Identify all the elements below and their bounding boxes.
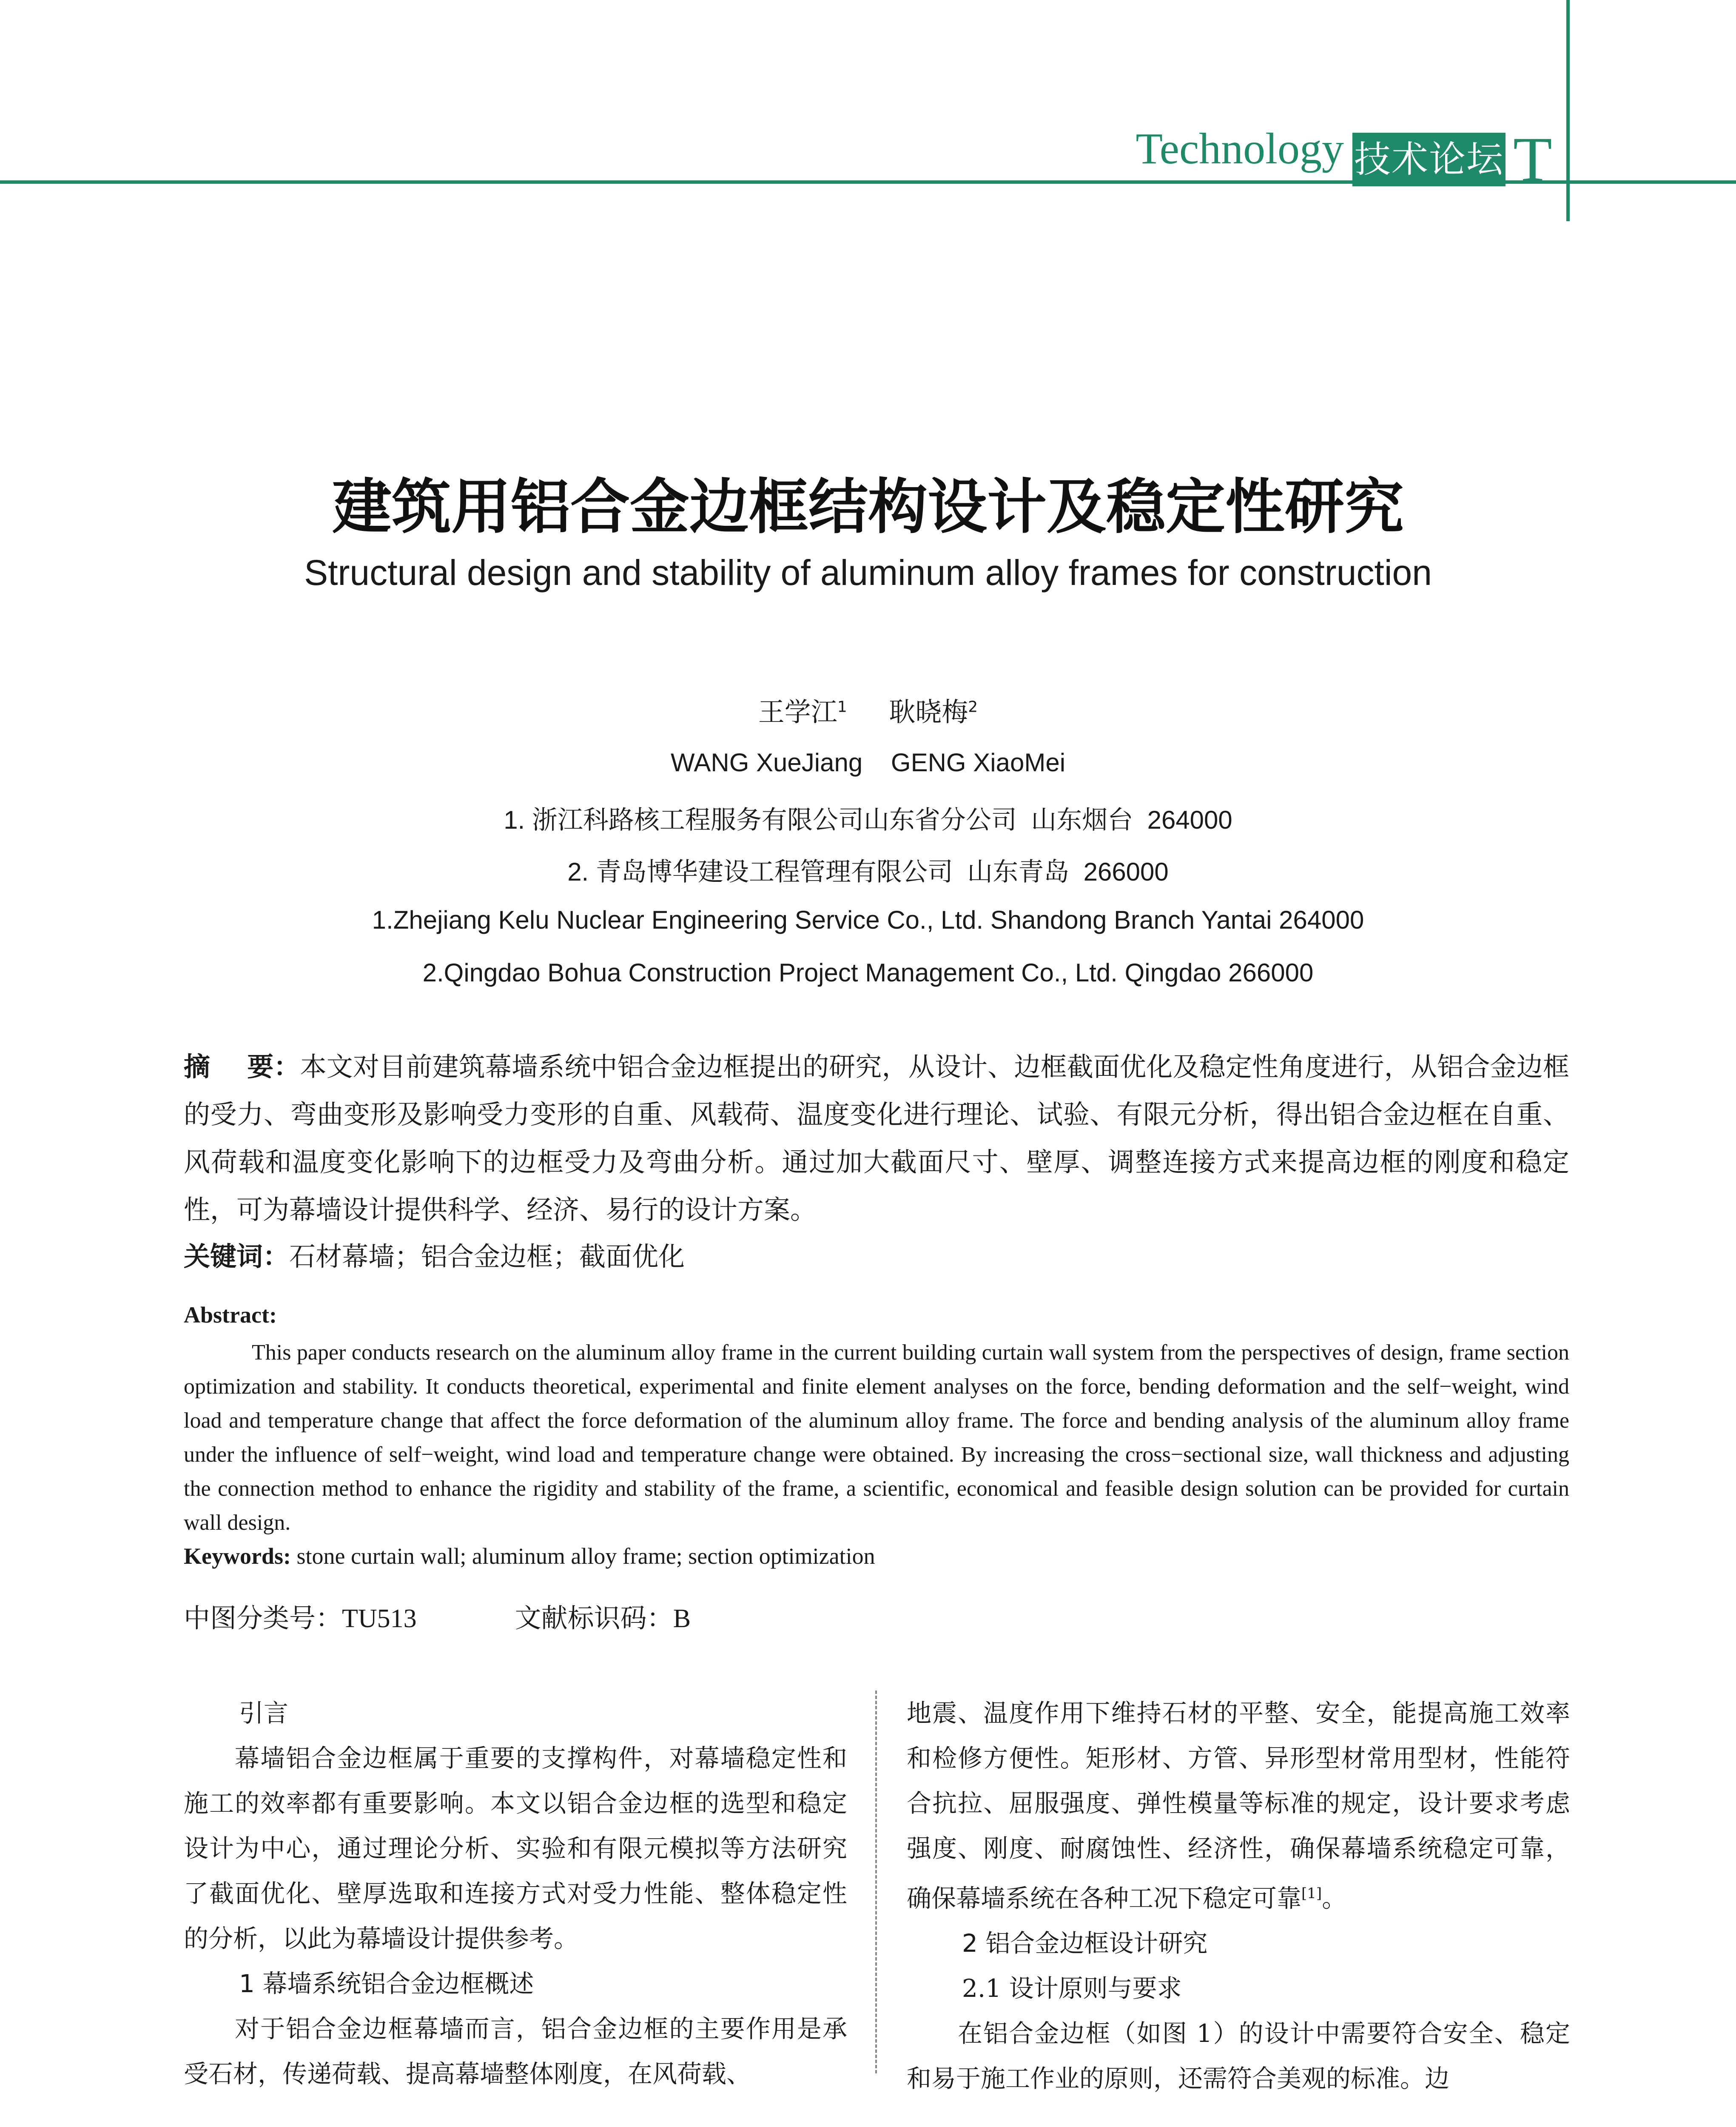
section-letter: T bbox=[1513, 124, 1552, 195]
doc-code-value: B bbox=[673, 1604, 691, 1633]
clc-label: 中图分类号： bbox=[184, 1602, 342, 1634]
keywords-zh-text: 石材幕墙；铝合金边框；截面优化 bbox=[289, 1241, 685, 1272]
body-column-right bbox=[907, 1691, 1570, 2101]
continued-paragraph bbox=[907, 1691, 1570, 1921]
clc-value: TU513 bbox=[342, 1604, 417, 1633]
keywords-zh-label: 关键词： bbox=[184, 1241, 290, 1272]
article-title-en: Structural design and stability of aluminum alloy frames for construction bbox=[304, 553, 1432, 593]
header-vertical-rule bbox=[1566, 0, 1570, 221]
continued-end: 。 bbox=[1322, 1884, 1347, 1913]
section-label-en: Technology bbox=[1136, 124, 1344, 173]
abstract-en-text: This paper conducts research on the aluminum alloy frame in the current building curtain wall system from the perspectives of design, frame section optimization and stability. It conducts theoretical, experimental and finite element analyses on the force, bending deformation and the self−weight, wind load and temperature change that affect the force deformation of the aluminum alloy frame. The force and bending analysis of the aluminum alloy frame under the influence of self−weight, wind load and temperature change were obtained. By increasing the cross−sectional size, wall thickness and adjusting the connection method to enhance the rigidity and stability of the frame, a scientific, economical and feasible design solution can be provided for curtain wall design. bbox=[184, 1340, 1569, 1535]
section-1-heading: 1 幕墙系统铝合金边框概述 bbox=[239, 1969, 534, 1998]
abstract-zh-label: 摘 要： bbox=[184, 1051, 300, 1082]
article-title-zh: 建筑用铝合金边框结构设计及稳定性研究 bbox=[332, 473, 1404, 542]
doc-code-label: 文献标识码： bbox=[515, 1602, 673, 1634]
section-2-1-paragraph: 在铝合金边框（如图 1）的设计中需要符合安全、稳定和易于施工作业的原则，还需符合美观的标准。边 bbox=[907, 2019, 1570, 2093]
keywords-en-label: Keywords: bbox=[184, 1543, 291, 1569]
author-2-sup: 2 bbox=[968, 698, 978, 716]
affiliation-1-zh: 1. 浙江科路核工程服务有限公司山东省分公司 山东烟台 264000 bbox=[504, 806, 1232, 834]
section-2-heading: 2 铝合金边框设计研究 bbox=[962, 1929, 1208, 1958]
reference-mark: [1] bbox=[1301, 1885, 1322, 1902]
classification-line bbox=[184, 1597, 691, 1635]
keywords-zh bbox=[184, 1235, 1569, 1278]
author-1-zh: 王学江 bbox=[758, 696, 837, 727]
section-label-zh: 技术论坛 bbox=[1352, 133, 1505, 186]
abstract-zh bbox=[184, 1043, 1569, 1234]
author-1-sup: 1 bbox=[837, 698, 847, 716]
continued-text: 地震、温度作用下维持石材的平整、安全，能提高施工效率和检修方便性。矩形材、方管、异形型材常用型材，性能符合抗拉、屈服强度、弹性模量等标准的规定，设计要求考虑强度、刚度、耐腐蚀性、经济性，确保幕墙系统稳定可靠，确保幕墙系统在各种工况下稳定可靠 bbox=[907, 1699, 1570, 1913]
section-1-paragraph: 对于铝合金边框幕墙而言，铝合金边框的主要作用是承受石材，传递荷载、提高幕墙整体刚度，在风荷载、 bbox=[184, 2014, 847, 2088]
affiliation-2-en: 2.Qingdao Bohua Construction Project Management Co., Ltd. Qingdao 266000 bbox=[422, 958, 1314, 987]
keywords-en-text: stone curtain wall; aluminum alloy frame; section optimization bbox=[296, 1543, 875, 1569]
affiliation-1-en: 1.Zhejiang Kelu Nuclear Engineering Service Co., Ltd. Shandong Branch Yantai 264000 bbox=[372, 906, 1364, 934]
authors-zh bbox=[0, 691, 1736, 729]
abstract-zh-text: 本文对目前建筑幕墙系统中铝合金边框提出的研究，从设计、边框截面优化及稳定性角度进行，从铝合金边框的受力、弯曲变形及影响受力变形的自重、风载荷、温度变化进行理论、试验、有限元分析，得出铝合金边框在自重、风荷载和温度变化影响下的边框受力及弯曲分析。通过加大截面尺寸、壁厚、调整连接方式来提高边框的刚度和稳定性，可为幕墙设计提供科学、经济、易行的设计方案。 bbox=[184, 1051, 1569, 1225]
affiliation-2-zh: 2. 青岛博华建设工程管理有限公司 山东青岛 266000 bbox=[567, 858, 1169, 886]
abstract-en-label: Abstract: bbox=[184, 1302, 277, 1328]
body-column-left bbox=[184, 1691, 847, 2096]
authors-en: WANG XueJiang GENG XiaoMei bbox=[670, 748, 1066, 777]
keywords-en bbox=[184, 1539, 875, 1573]
intro-paragraph: 幕墙铝合金边框属于重要的支撑构件，对幕墙稳定性和施工的效率都有重要影响。本文以铝合金边框的选型和稳定设计为中心，通过理论分析、实验和有限元模拟等方法研究了截面优化、壁厚选取和连接方式对受力性能、整体稳定性的分析，以此为幕墙设计提供参考。 bbox=[184, 1744, 847, 1953]
author-2-zh: 耿晓梅 bbox=[889, 696, 968, 727]
section-2-1-heading: 2.1 设计原则与要求 bbox=[962, 1974, 1182, 2003]
column-divider bbox=[875, 1691, 877, 2073]
intro-heading: 引言 bbox=[239, 1699, 289, 1728]
